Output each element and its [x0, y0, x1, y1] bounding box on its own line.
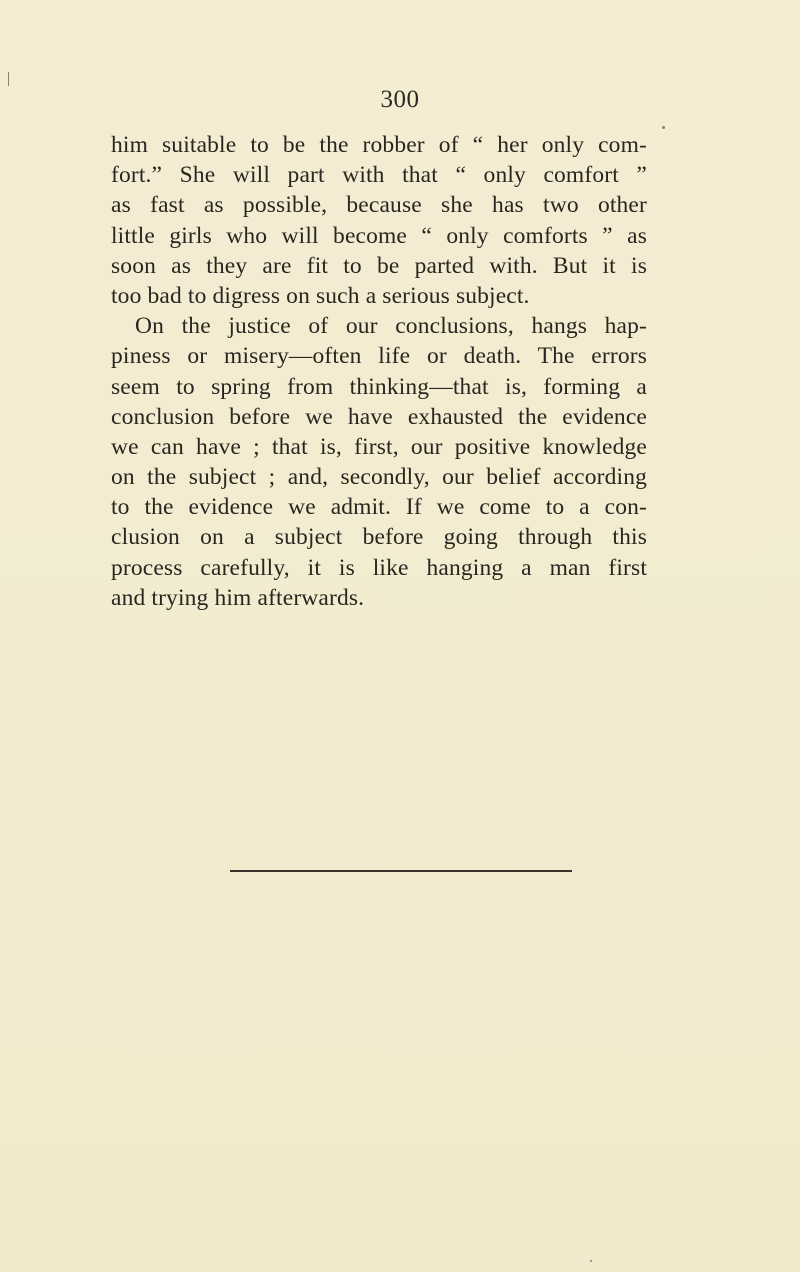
text-line: clusion on a subject before going through this — [111, 524, 647, 551]
text-line: soon as they are fit to be parted with. But it is — [111, 252, 647, 279]
text-line: and trying him afterwards. — [111, 584, 365, 611]
text-line: fort.” She will part with that “ only comfort ” — [111, 162, 647, 189]
text-line: conclusion before we have exhausted the evidence — [111, 403, 647, 430]
body-text — [111, 130, 647, 613]
text-line: On the justice of our conclusions, hangs hap- — [135, 313, 647, 340]
paper-speck — [590, 1260, 592, 1262]
text-line: little girls who will become “ only comforts ” as — [111, 222, 647, 249]
text-line: too bad to digress on such a serious subject. — [111, 282, 530, 309]
page-number: 300 — [380, 86, 420, 113]
end-rule — [230, 870, 572, 872]
text-line: him suitable to be the robber of “ her only com- — [111, 132, 647, 158]
text-line: piness or misery—often life or death. The errors — [111, 343, 647, 370]
text-line: on the subject ; and, secondly, our belief according — [111, 464, 647, 491]
text-line: we can have ; that is, first, our positive knowledge — [111, 433, 647, 460]
text-line: to the evidence we admit. If we come to a con- — [111, 494, 647, 521]
paper-speck — [662, 126, 665, 129]
paper-speck — [8, 72, 9, 86]
text-line: as fast as possible, because she has two other — [111, 192, 647, 219]
text-line: seem to spring from thinking—that is, forming a — [111, 373, 647, 400]
text-line: process carefully, it is like hanging a man first — [111, 554, 647, 581]
